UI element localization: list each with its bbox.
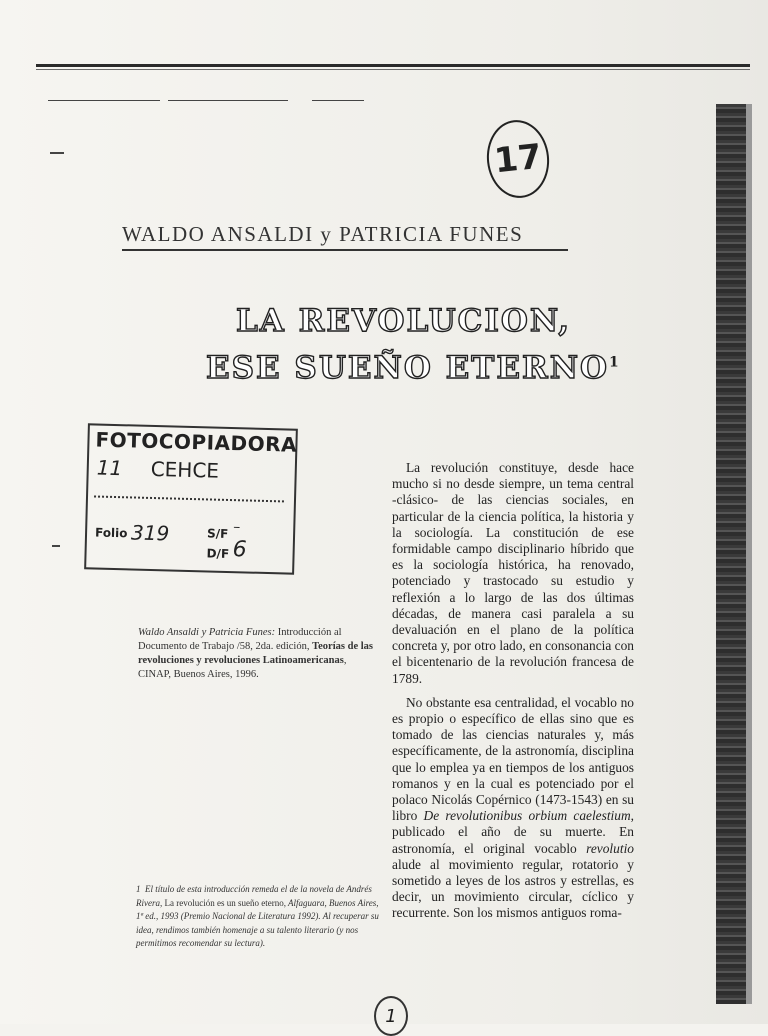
- stamp-sf-label: S/F: [206, 526, 229, 541]
- authors-heading: WALDO ANSALDI y PATRICIA FUNES: [122, 222, 568, 251]
- footnote: [136, 883, 386, 951]
- page-number: 1: [374, 996, 408, 1036]
- top-rule: [36, 64, 750, 67]
- chapter-title: [206, 300, 621, 389]
- paragraph-2: [392, 695, 634, 922]
- footnote-number: 1: [136, 884, 141, 894]
- source-citation: [138, 626, 376, 682]
- stamp-dotted-line: [94, 495, 284, 502]
- stamp-folio-value: 319: [130, 520, 170, 546]
- paragraph-2-part-c: alude al movimiento regular, rotatorio y sometido a leyes de los astros y estrellas, es decir, un movimiento circular, cíclico y recurrente. Son los mismos antiguos roma-: [392, 856, 634, 921]
- stamp-df-value: 6: [232, 537, 248, 563]
- paragraph-2-part-b: , publicado el año de su muerte. En astronomía, el original vocablo: [392, 808, 635, 856]
- footnote-novel-title: La revolución es un sueño eterno,: [164, 897, 286, 908]
- latin-term: revolutio: [586, 840, 634, 856]
- paragraph-2-part-a: No obstante esa centralidad, el vocablo no es propio o específico de ellas sino que es tomado de las ciencias naturales y, más específicamente, de la astronomía, disciplina que lo emplea ya en tiempos de los antiguos romanos y en la cual es potenciado por el polaco Nicolás Copérnico (1473-1543) en su libro: [392, 694, 634, 824]
- dashed-rule: [48, 100, 160, 101]
- citation-text-1: Introducción al Documento de Trabajo /58, 2da. edición,: [138, 627, 342, 652]
- handwritten-folio-mark: 17: [483, 117, 553, 201]
- stamp-df-label: D/F: [206, 546, 230, 562]
- stamp-sf-value: –: [233, 519, 241, 536]
- dashed-rule: [312, 100, 364, 101]
- citation-book-title: Teorías de las revoluciones y revoluciones Latinoamericanas: [138, 641, 373, 666]
- citation-text-2: , CINAP, Buenos Aires, 1996.: [138, 655, 347, 680]
- scan-shadow-edge: [716, 104, 746, 1004]
- margin-mark: [50, 152, 64, 154]
- dashed-rule: [168, 100, 288, 101]
- top-rule-thin: [36, 69, 750, 70]
- stamp-number: 11: [96, 455, 123, 481]
- stamp-line-1: FOTOCOPIADORA: [95, 427, 298, 457]
- footnote-text-a: El título de esta introducción remeda el de la novela de Andrés Rivera,: [136, 884, 372, 908]
- title-line-2: [206, 350, 621, 386]
- photocopy-stamp: [84, 423, 298, 574]
- scan-shadow-edge-light: [746, 104, 752, 1004]
- citation-authors: Waldo Ansaldi y Patricia Funes:: [138, 627, 276, 638]
- main-column: [392, 460, 634, 922]
- stamp-folio-label: Folio: [94, 525, 128, 541]
- paragraph-1: La revolución constituye, desde hace mucho si no desde siempre, un tema central -clásico- de las ciencias sociales, en particular de la ciencia política, la historia y la sociología. La constitución de ese formidable campo disciplinario híbrido que es la sociología histórica, ha renovado, potenciado y trastocado su estudio y reflexión a lo largo de las dos últimas décadas, de manera casi paralela a su devaluación en el plano de la política concreta y, por otro lado, en consonancia con el bicentenario de la revolución francesa de 1789.: [392, 460, 634, 686]
- footnote-text-b: Alfaguara, Buenos Aires, 1ª ed., 1993 (Premio Nacional de Literatura 1992). Al recuperar su idea, rendimos también homenaje a su talento literario (y nos permitimos recomendar su lectura).: [136, 897, 379, 948]
- title-line-1: LA REVOLUCION,: [236, 303, 572, 339]
- stamp-line-2: CEHCE: [150, 456, 220, 483]
- title-line-2-text: ESE SUEÑO ETERNO: [206, 350, 610, 387]
- title-footnote-ref: 1: [609, 355, 621, 371]
- book-title: De revolutionibus orbium caelestium: [423, 808, 631, 824]
- margin-mark: [52, 545, 60, 547]
